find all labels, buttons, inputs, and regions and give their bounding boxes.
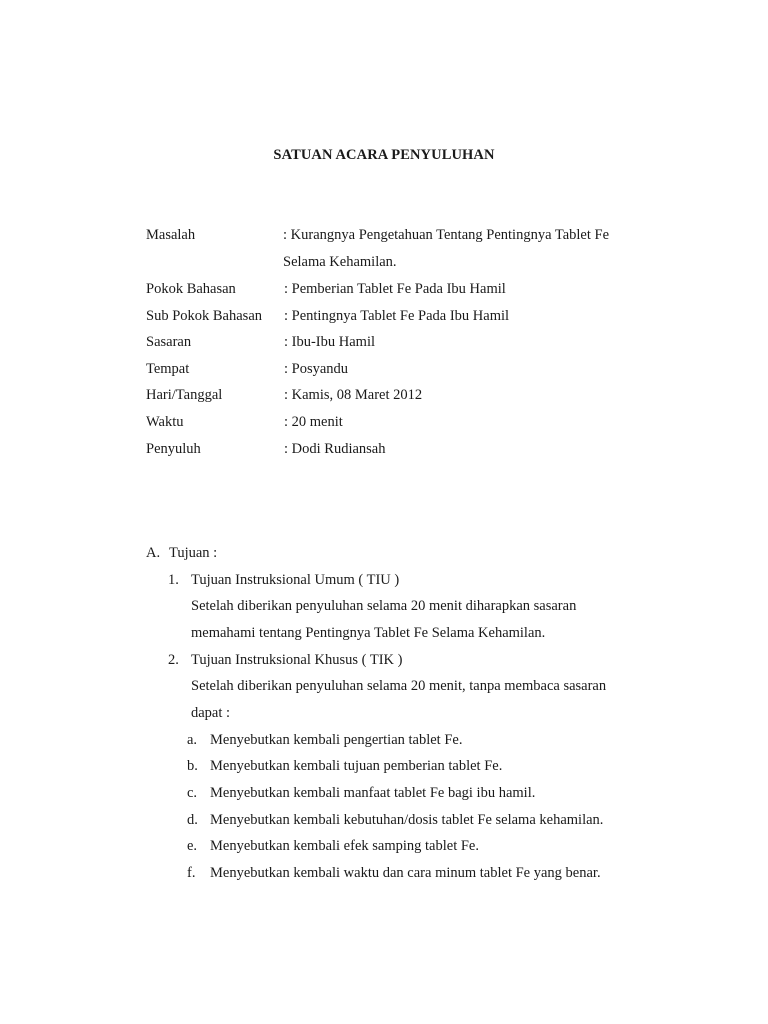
subitem-a-marker: a. bbox=[187, 731, 198, 748]
item-1-body-line2: memahami tentang Pentingnya Tablet Fe Selama Kehamilan. bbox=[191, 625, 546, 641]
info-value-hari-tanggal: : Kamis, 08 Maret 2012 bbox=[284, 387, 423, 403]
item-2-marker: 2. bbox=[168, 651, 179, 668]
info-label-sasaran: Sasaran bbox=[146, 334, 192, 350]
info-value-pokok-bahasan: : Pemberian Tablet Fe Pada Ibu Hamil bbox=[284, 281, 506, 297]
subitem-c-text: Menyebutkan kembali manfaat tablet Fe bagi ibu hamil. bbox=[210, 785, 536, 801]
item-2-body-line1: Setelah diberikan penyuluhan selama 20 menit, tanpa membaca sasaran bbox=[191, 678, 607, 694]
document-title: SATUAN ACARA PENYULUHAN bbox=[273, 147, 495, 163]
subitem-c-marker: c. bbox=[187, 785, 198, 801]
info-label-masalah: Masalah bbox=[146, 227, 196, 243]
item-1-body-line1: Setelah diberikan penyuluhan selama 20 menit diharapkan sasaran bbox=[191, 598, 577, 614]
info-value-sub-pokok-bahasan: : Pentingnya Tablet Fe Pada Ibu Hamil bbox=[284, 307, 510, 324]
info-label-sub-pokok-bahasan: Sub Pokok Bahasan bbox=[146, 307, 262, 324]
subitem-d-marker: d. bbox=[187, 811, 198, 828]
subitem-f-marker: f. bbox=[187, 865, 196, 881]
subitem-a-text: Menyebutkan kembali pengertian tablet Fe. bbox=[210, 731, 463, 748]
item-2-heading: Tujuan Instruksional Khusus ( TIK ) bbox=[191, 651, 403, 668]
item-2-body-line2: dapat : bbox=[191, 705, 231, 721]
subitem-e-marker: e. bbox=[187, 838, 198, 854]
info-value-masalah-line2: Selama Kehamilan. bbox=[283, 254, 397, 270]
section-a-marker: A. bbox=[146, 545, 161, 561]
subitem-b-marker: b. bbox=[187, 758, 198, 774]
item-1-heading: Tujuan Instruksional Umum ( TIU ) bbox=[191, 571, 400, 588]
info-label-hari-tanggal: Hari/Tanggal bbox=[146, 387, 223, 403]
subitem-b-text: Menyebutkan kembali tujuan pemberian tablet Fe. bbox=[210, 758, 503, 774]
subitem-e-text: Menyebutkan kembali efek samping tablet Fe. bbox=[210, 838, 479, 854]
info-value-masalah-line1: : Kurangnya Pengetahuan Tentang Pentingnya Tablet Fe bbox=[283, 227, 610, 243]
info-value-penyuluh: : Dodi Rudiansah bbox=[284, 440, 386, 457]
item-1-marker: 1. bbox=[168, 571, 179, 588]
info-value-tempat: : Posyandu bbox=[284, 360, 349, 377]
info-label-pokok-bahasan: Pokok Bahasan bbox=[146, 281, 236, 297]
info-label-tempat: Tempat bbox=[146, 360, 190, 377]
subitem-d-text: Menyebutkan kembali kebutuhan/dosis tablet Fe selama kehamilan. bbox=[210, 811, 604, 828]
info-value-sasaran: : Ibu-Ibu Hamil bbox=[284, 334, 376, 350]
subitem-f-text: Menyebutkan kembali waktu dan cara minum tablet Fe yang benar. bbox=[210, 865, 601, 881]
info-value-waktu: : 20 menit bbox=[284, 414, 343, 430]
info-label-penyuluh: Penyuluh bbox=[146, 440, 201, 457]
info-label-waktu: Waktu bbox=[146, 414, 184, 430]
section-a-heading: Tujuan : bbox=[169, 545, 218, 561]
